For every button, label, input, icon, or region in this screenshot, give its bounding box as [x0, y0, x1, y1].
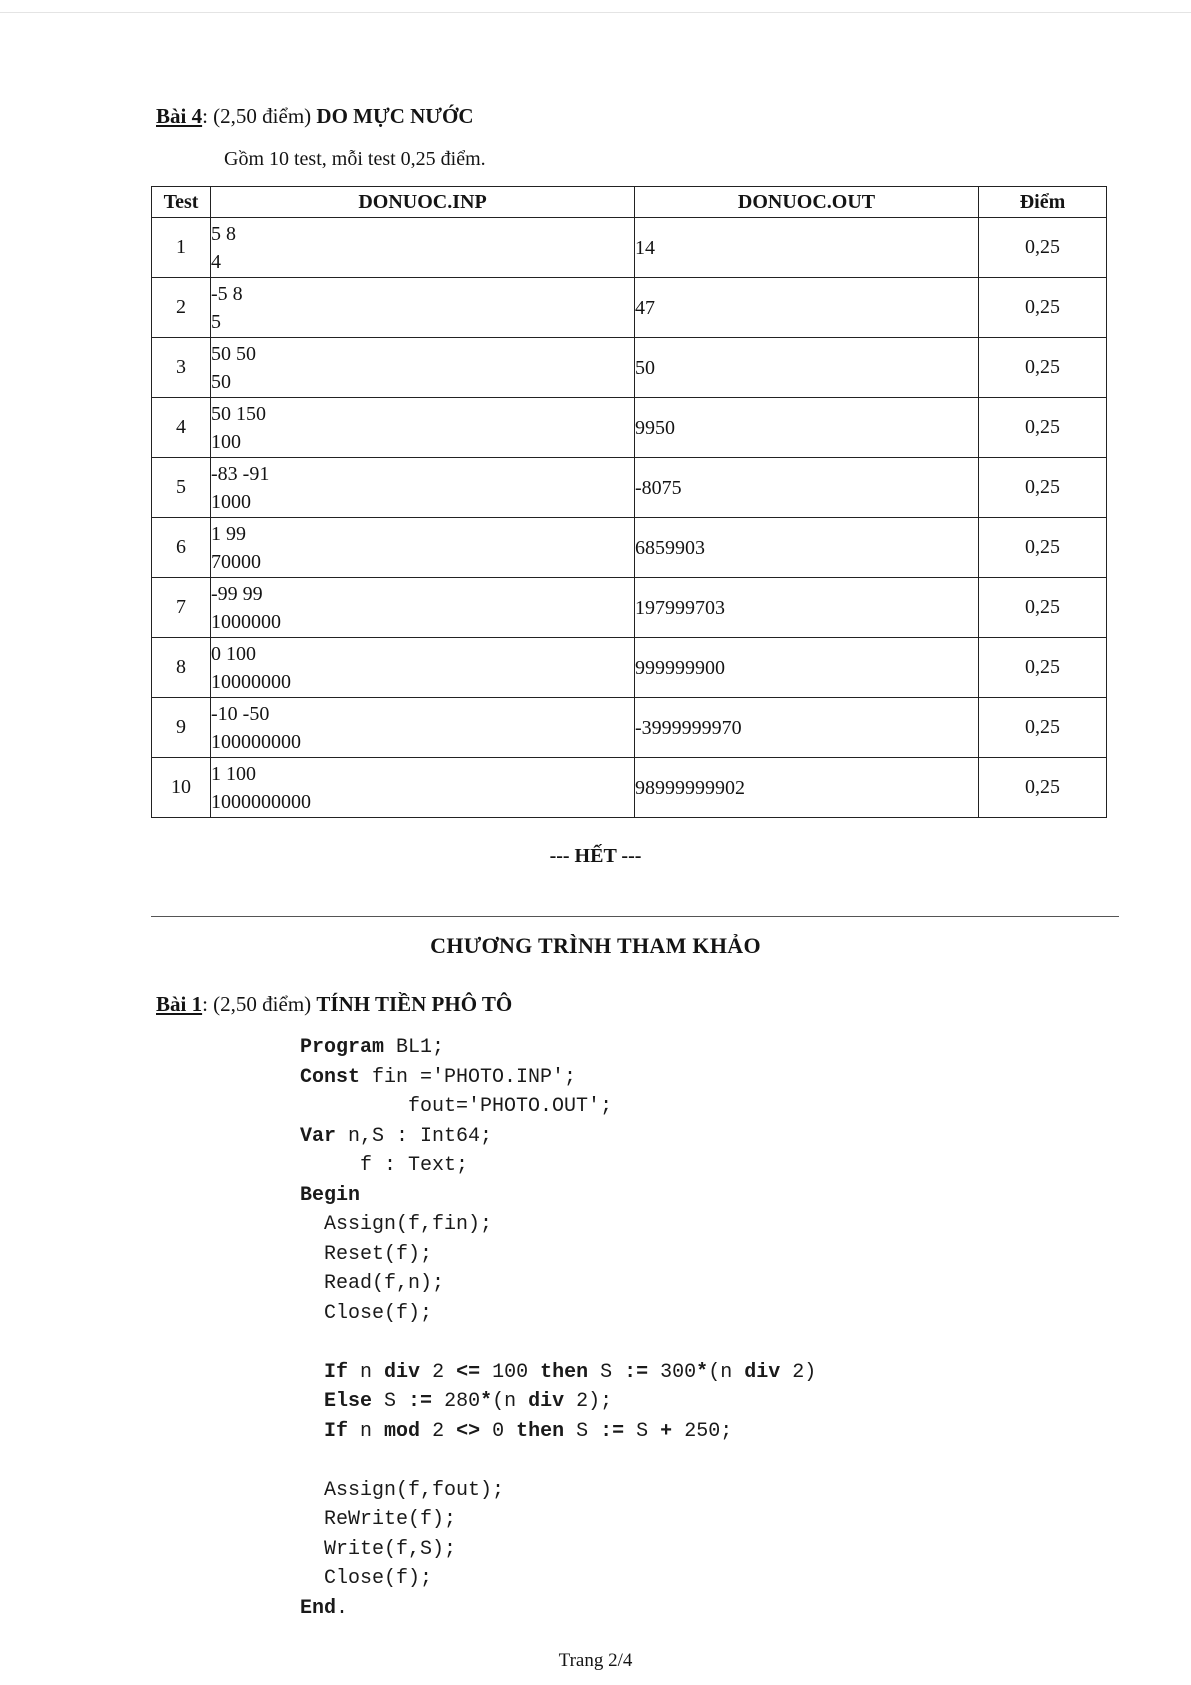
code-line	[300, 1240, 816, 1270]
code-keyword: Const	[300, 1065, 361, 1089]
scan-edge-line	[0, 12, 1191, 13]
table-row	[152, 278, 1107, 338]
code-line	[300, 1594, 816, 1624]
code-line	[300, 1181, 816, 1211]
code-text: S := 280*(n div 2);	[372, 1390, 613, 1413]
end-marker: --- HẾT ---	[549, 845, 642, 867]
score-cell: 0,25	[979, 218, 1107, 278]
code-line	[300, 1535, 816, 1565]
reference-program-title: CHƯƠNG TRÌNH THAM KHẢO	[430, 933, 761, 958]
input-line-2: 10000000	[211, 670, 291, 693]
header-input-file: DONUOC.INP	[211, 187, 635, 218]
output-cell: 197999703	[635, 578, 979, 638]
problem-1-label: Bài 1	[156, 992, 203, 1016]
problem-4-title: DO MỰC NƯỚC	[316, 104, 474, 128]
code-keyword: Begin	[300, 1183, 361, 1207]
code-text: n mod 2 <> 0 then S := S + 250;	[348, 1419, 733, 1443]
code-text: fout='PHOTO.OUT';	[408, 1095, 613, 1118]
input-cell	[211, 698, 635, 758]
code-text: n,S : Int64;	[336, 1124, 493, 1148]
input-line-2: 1000000	[211, 610, 281, 633]
input-line-2: 4	[211, 250, 221, 273]
code-line	[300, 1151, 816, 1181]
input-line-1: 5 8	[211, 222, 236, 245]
code-line	[300, 1063, 816, 1093]
code-line	[300, 1505, 816, 1535]
problem-4-points: : (2,50 điểm)	[202, 104, 317, 128]
input-cell	[211, 578, 635, 638]
input-line-1: -83 -91	[211, 462, 270, 485]
input-line-1: -10 -50	[211, 702, 270, 725]
output-cell: 98999999902	[635, 758, 979, 818]
input-line-2: 70000	[211, 550, 261, 573]
input-cell	[211, 398, 635, 458]
test-number: 1	[152, 218, 211, 278]
problem-4-subtitle: Gồm 10 test, mỗi test 0,25 điểm.	[224, 148, 486, 170]
code-text: BL1;	[384, 1036, 445, 1059]
code-keyword: End	[300, 1596, 337, 1620]
code-text: Assign(f,fout);	[324, 1478, 505, 1502]
code-line	[300, 1092, 816, 1122]
input-line-1: 1 100	[211, 762, 256, 785]
code-line	[300, 1358, 816, 1388]
code-keyword: Else	[324, 1390, 373, 1413]
code-text: ReWrite(f);	[324, 1508, 457, 1531]
test-number: 7	[152, 578, 211, 638]
code-line	[300, 1033, 816, 1063]
test-number: 3	[152, 338, 211, 398]
test-number: 2	[152, 278, 211, 338]
input-cell	[211, 218, 635, 278]
score-cell: 0,25	[979, 578, 1107, 638]
code-text: Close(f);	[324, 1567, 433, 1590]
header-score: Điểm	[979, 187, 1107, 218]
score-cell: 0,25	[979, 398, 1107, 458]
code-line	[300, 1446, 816, 1476]
problem-1-heading	[156, 992, 512, 1017]
code-text: fin ='PHOTO.INP';	[360, 1065, 577, 1089]
problem-1-title: TÍNH TIỀN PHÔ TÔ	[316, 992, 513, 1016]
output-cell: 6859903	[635, 518, 979, 578]
code-keyword: Program	[300, 1036, 385, 1059]
code-line	[300, 1122, 816, 1152]
input-line-2: 5	[211, 310, 221, 333]
table-row	[152, 578, 1107, 638]
problem-1-points: : (2,50 điểm)	[202, 992, 317, 1016]
code-text: Reset(f);	[324, 1242, 433, 1266]
input-cell	[211, 518, 635, 578]
test-number: 10	[152, 758, 211, 818]
score-cell: 0,25	[979, 338, 1107, 398]
input-line-1: 1 99	[211, 522, 246, 545]
code-keyword: Var	[300, 1124, 337, 1148]
output-cell: 50	[635, 338, 979, 398]
code-line	[300, 1299, 816, 1329]
test-number: 6	[152, 518, 211, 578]
table-row	[152, 338, 1107, 398]
test-number: 9	[152, 698, 211, 758]
code-line	[300, 1210, 816, 1240]
score-cell: 0,25	[979, 278, 1107, 338]
table-row	[152, 398, 1107, 458]
output-cell: 9950	[635, 398, 979, 458]
code-line	[300, 1564, 816, 1594]
input-line-2: 1000000000	[211, 790, 311, 813]
header-test: Test	[152, 187, 211, 218]
score-cell: 0,25	[979, 458, 1107, 518]
test-number: 5	[152, 458, 211, 518]
output-cell: 47	[635, 278, 979, 338]
input-line-1: -99 99	[211, 582, 263, 605]
input-cell	[211, 278, 635, 338]
pascal-code-block	[300, 1033, 816, 1623]
score-cell: 0,25	[979, 758, 1107, 818]
code-text: Write(f,S);	[324, 1537, 457, 1561]
input-cell	[211, 758, 635, 818]
input-line-2: 1000	[211, 490, 251, 513]
code-line	[300, 1387, 816, 1417]
problem-4-heading	[156, 104, 474, 129]
table-row	[152, 458, 1107, 518]
test-number: 8	[152, 638, 211, 698]
input-line-1: 50 50	[211, 342, 256, 365]
input-line-1: 50 150	[211, 402, 266, 425]
input-cell	[211, 338, 635, 398]
table-row	[152, 638, 1107, 698]
code-keyword: If	[324, 1360, 349, 1384]
table-row	[152, 218, 1107, 278]
score-cell: 0,25	[979, 518, 1107, 578]
section-divider	[151, 916, 1119, 917]
input-line-1: 0 100	[211, 642, 256, 665]
output-cell: 14	[635, 218, 979, 278]
test-number: 4	[152, 398, 211, 458]
code-text: n div 2 <= 100 then S := 300*(n div 2)	[348, 1360, 817, 1384]
code-text: Read(f,n);	[324, 1272, 445, 1295]
code-text: f : Text;	[360, 1154, 469, 1177]
test-results-table	[151, 186, 1107, 818]
table-row	[152, 698, 1107, 758]
input-line-1: -5 8	[211, 282, 243, 305]
score-cell: 0,25	[979, 698, 1107, 758]
problem-4-label: Bài 4	[156, 104, 203, 128]
code-text: Close(f);	[324, 1301, 433, 1325]
input-cell	[211, 458, 635, 518]
input-cell	[211, 638, 635, 698]
code-line	[300, 1476, 816, 1506]
code-line	[300, 1417, 816, 1447]
table-row	[152, 758, 1107, 818]
code-line	[300, 1269, 816, 1299]
score-cell: 0,25	[979, 638, 1107, 698]
header-output-file: DONUOC.OUT	[635, 187, 979, 218]
code-text: Assign(f,fin);	[324, 1213, 493, 1236]
input-line-2: 50	[211, 370, 231, 393]
output-cell: -8075	[635, 458, 979, 518]
page-number: Trang 2/4	[558, 1650, 633, 1671]
output-cell: -3999999970	[635, 698, 979, 758]
code-line	[300, 1328, 816, 1358]
table-header-row	[152, 187, 1107, 218]
table-row	[152, 518, 1107, 578]
code-keyword: If	[324, 1419, 349, 1443]
code-text: .	[336, 1596, 349, 1620]
input-line-2: 100	[211, 430, 241, 453]
output-cell: 999999900	[635, 638, 979, 698]
input-line-2: 100000000	[211, 730, 301, 753]
